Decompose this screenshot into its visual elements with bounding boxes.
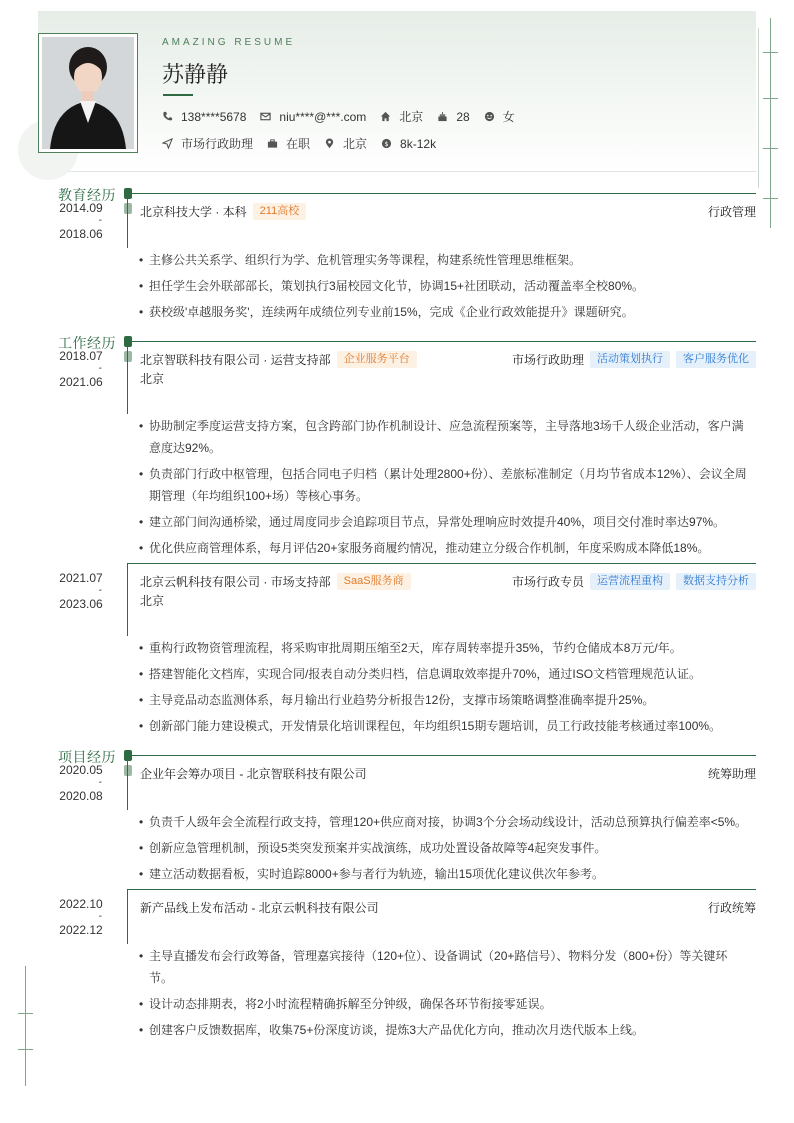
skill-tag: 数据支持分析	[676, 573, 756, 590]
date-dash: -	[98, 215, 102, 226]
email-info	[260, 110, 366, 124]
gender-info	[484, 108, 515, 125]
send-icon	[162, 138, 173, 149]
end-date: 2020.08	[59, 789, 103, 803]
project-name: 企业年会筹办项目 - 北京智联科技有限公司	[140, 767, 367, 781]
work-header-row	[140, 573, 756, 590]
section-line	[127, 193, 756, 194]
deco-tick	[763, 148, 778, 149]
date-range	[58, 763, 104, 803]
section-marker	[124, 750, 132, 761]
age-info	[437, 110, 469, 124]
start-date: 2022.10	[59, 897, 103, 911]
major: 行政管理	[707, 205, 756, 219]
name-underline	[163, 94, 193, 96]
skill-tag: 活动策划执行	[590, 351, 670, 368]
item-marker	[124, 765, 132, 776]
date-dash: -	[98, 911, 102, 922]
list-item: • 重构行政物资管理流程，将采购审批周期压缩至2天，库存周转率提升35%，节约仓储成本8万元/年。	[139, 637, 751, 659]
deco-tick	[18, 1013, 33, 1014]
project-role: 行政统筹	[707, 901, 756, 915]
date-range	[58, 201, 104, 241]
skill-tag: 客户服务优化	[676, 351, 756, 368]
deco-tick	[763, 98, 778, 99]
list-item: • 负责部门行政中枢管理，包括合同电子归档（累计处理2800+份）、差旅标准制定（月均节省成本12%）、会议全周期管理（年均组织100+场）等核心事务。	[139, 463, 751, 507]
deco-tick	[18, 1049, 33, 1050]
target-position-text: 市场行政助理	[181, 137, 254, 151]
phone-info	[162, 110, 246, 124]
phone-text: 138****5678	[181, 109, 247, 124]
salary-text: 8k-12k	[400, 136, 437, 151]
project-header-row	[140, 899, 756, 916]
date-range	[58, 571, 104, 611]
age-text: 28	[456, 109, 470, 124]
home-info	[380, 108, 423, 125]
work-header-row	[140, 351, 756, 368]
city-text: 北京	[343, 137, 368, 151]
mail-icon	[260, 111, 271, 122]
info-row-2	[162, 135, 450, 152]
timeline-line	[127, 889, 128, 944]
list-item: • 担任学生会外联部部长，策划执行3届校园文化节，协调15+社团联动，活动覆盖率全校80%。	[139, 275, 751, 297]
briefcase-icon	[267, 138, 278, 149]
start-date: 2014.09	[59, 201, 103, 215]
school-name: 北京科技大学 · 本科	[140, 205, 247, 219]
list-item: • 获校级'卓越服务奖'，连续两年成绩位列专业前15%，完成《企业行政效能提升》课题研究。	[139, 301, 751, 323]
deco-line-right-inner	[758, 28, 759, 188]
status-text: 在职	[286, 137, 311, 151]
school-tag: 211高校	[253, 203, 307, 220]
end-date: 2023.06	[59, 597, 103, 611]
section-line	[127, 341, 756, 342]
list-item: • 创建客户反馈数据库，收集75+份深度访谈，提炼3大产品优化方向，推动次月迭代版本上线。	[139, 1019, 751, 1041]
svg-text:$: $	[384, 139, 389, 148]
date-range	[58, 349, 104, 389]
list-item: • 主导竞品动态监测体系，每月输出行业趋势分析报告12份，支撑市场策略调整准确率提升25%。	[139, 689, 751, 711]
start-date: 2021.07	[59, 571, 103, 585]
list-item: • 主导直播发布会行政筹备，管理嘉宾接待（120+位）、设备调试（20+路信号）、物料分发（800+份）等关键环节。	[139, 945, 751, 989]
section-marker	[124, 188, 132, 199]
home-icon	[380, 111, 391, 122]
timeline-line	[127, 193, 128, 248]
section-title-work: 工作经历	[58, 335, 116, 351]
project-header-row	[140, 765, 756, 782]
education-header-row	[140, 203, 756, 220]
job-title: 市场行政助理	[511, 353, 584, 367]
resume-label: AMAZING RESUME	[162, 37, 296, 48]
gender-text: 女	[502, 110, 515, 124]
list-item: • 建立活动数据看板，实时追踪8000+参与者行为轨迹，输出15项优化建议供次年参考。	[139, 863, 751, 885]
gender-icon	[484, 111, 495, 122]
skill-tag: 运营流程重构	[590, 573, 670, 590]
job-title: 市场行政专员	[511, 575, 584, 589]
header-divider	[38, 171, 756, 172]
info-row-1	[162, 108, 529, 125]
status-info	[267, 135, 310, 152]
section-title-education: 教育经历	[58, 187, 116, 203]
deco-line-left	[25, 966, 26, 1086]
company-name: 北京智联科技有限公司 · 运营支持部	[140, 353, 331, 367]
home-text: 北京	[399, 110, 424, 124]
deco-line-right	[770, 18, 771, 228]
date-dash: -	[98, 777, 102, 788]
list-item: • 负责千人级年会全流程行政支持，管理120+供应商对接，协调3个分会场动线设计，活动总预算执行偏差率<5%。	[139, 811, 751, 833]
candidate-name: 苏静静	[162, 62, 229, 87]
salary-icon	[381, 138, 392, 149]
list-item: • 创新部门能力建设模式，开发情景化培训课程包，年均组织15期专题培训，员工行政技能考核通过率100%。	[139, 715, 751, 737]
item-marker	[124, 351, 132, 362]
section-title-projects: 项目经历	[58, 749, 116, 765]
item-marker	[124, 203, 132, 214]
salary-info	[381, 137, 436, 151]
project-role: 统筹助理	[707, 767, 756, 781]
list-item: • 搭建智能化文档库，实现合同/报表自动分类归档，信息调取效率提升70%，通过ISO文档管理规范认证。	[139, 663, 751, 685]
date-range	[58, 897, 104, 937]
deco-tick	[763, 52, 778, 53]
list-item: • 协助制定季度运营支持方案，包含跨部门协作机制设计、应急流程预案等，主导落地3场千人级企业活动，客户满意度达92%。	[139, 415, 751, 459]
item-line	[127, 563, 756, 564]
target-position-info	[162, 135, 253, 152]
work-location: 北京	[140, 372, 165, 386]
email-text: niu****@***.com	[279, 109, 367, 124]
company-name: 北京云帆科技有限公司 · 市场支持部	[140, 575, 331, 589]
phone-icon	[162, 111, 173, 122]
timeline-line	[127, 563, 128, 636]
timeline-line	[127, 341, 128, 414]
company-tag: 企业服务平台	[337, 351, 417, 368]
timeline-line	[127, 755, 128, 810]
start-date: 2018.07	[59, 349, 103, 363]
start-date: 2020.05	[59, 763, 103, 777]
list-item: • 设计动态排期表，将2小时流程精确拆解至分钟级，确保各环节衔接零延误。	[139, 993, 751, 1015]
list-item: • 优化供应商管理体系，每月评估20+家服务商履约情况，推动建立分级合作机制，年度采购成本降低18%。	[139, 537, 751, 559]
deco-tick	[763, 198, 778, 199]
cake-icon	[437, 111, 448, 122]
work-location: 北京	[140, 594, 165, 608]
company-tag: SaaS服务商	[337, 573, 411, 590]
section-line	[127, 755, 756, 756]
list-item: • 建立部门间沟通桥梁，通过周度同步会追踪项目节点，异常处理响应时效提升40%，项目交付准时率达97%。	[139, 511, 751, 533]
end-date: 2022.12	[59, 923, 103, 937]
item-line	[127, 889, 756, 890]
portrait-icon	[42, 37, 134, 149]
list-item: • 创新应急管理机制，预设5类突发预案并实战演练，成功处置设备故障等4起突发事件。	[139, 837, 751, 859]
avatar	[38, 33, 138, 153]
date-dash: -	[98, 585, 102, 596]
list-item: • 主修公共关系学、组织行为学、危机管理实务等课程，构建系统性管理思维框架。	[139, 249, 751, 271]
end-date: 2021.06	[59, 375, 103, 389]
city-info	[324, 135, 367, 152]
location-icon	[324, 138, 335, 149]
project-name: 新产品线上发布活动 - 北京云帆科技有限公司	[140, 901, 379, 915]
end-date: 2018.06	[59, 227, 103, 241]
date-dash: -	[98, 363, 102, 374]
section-marker	[124, 336, 132, 347]
